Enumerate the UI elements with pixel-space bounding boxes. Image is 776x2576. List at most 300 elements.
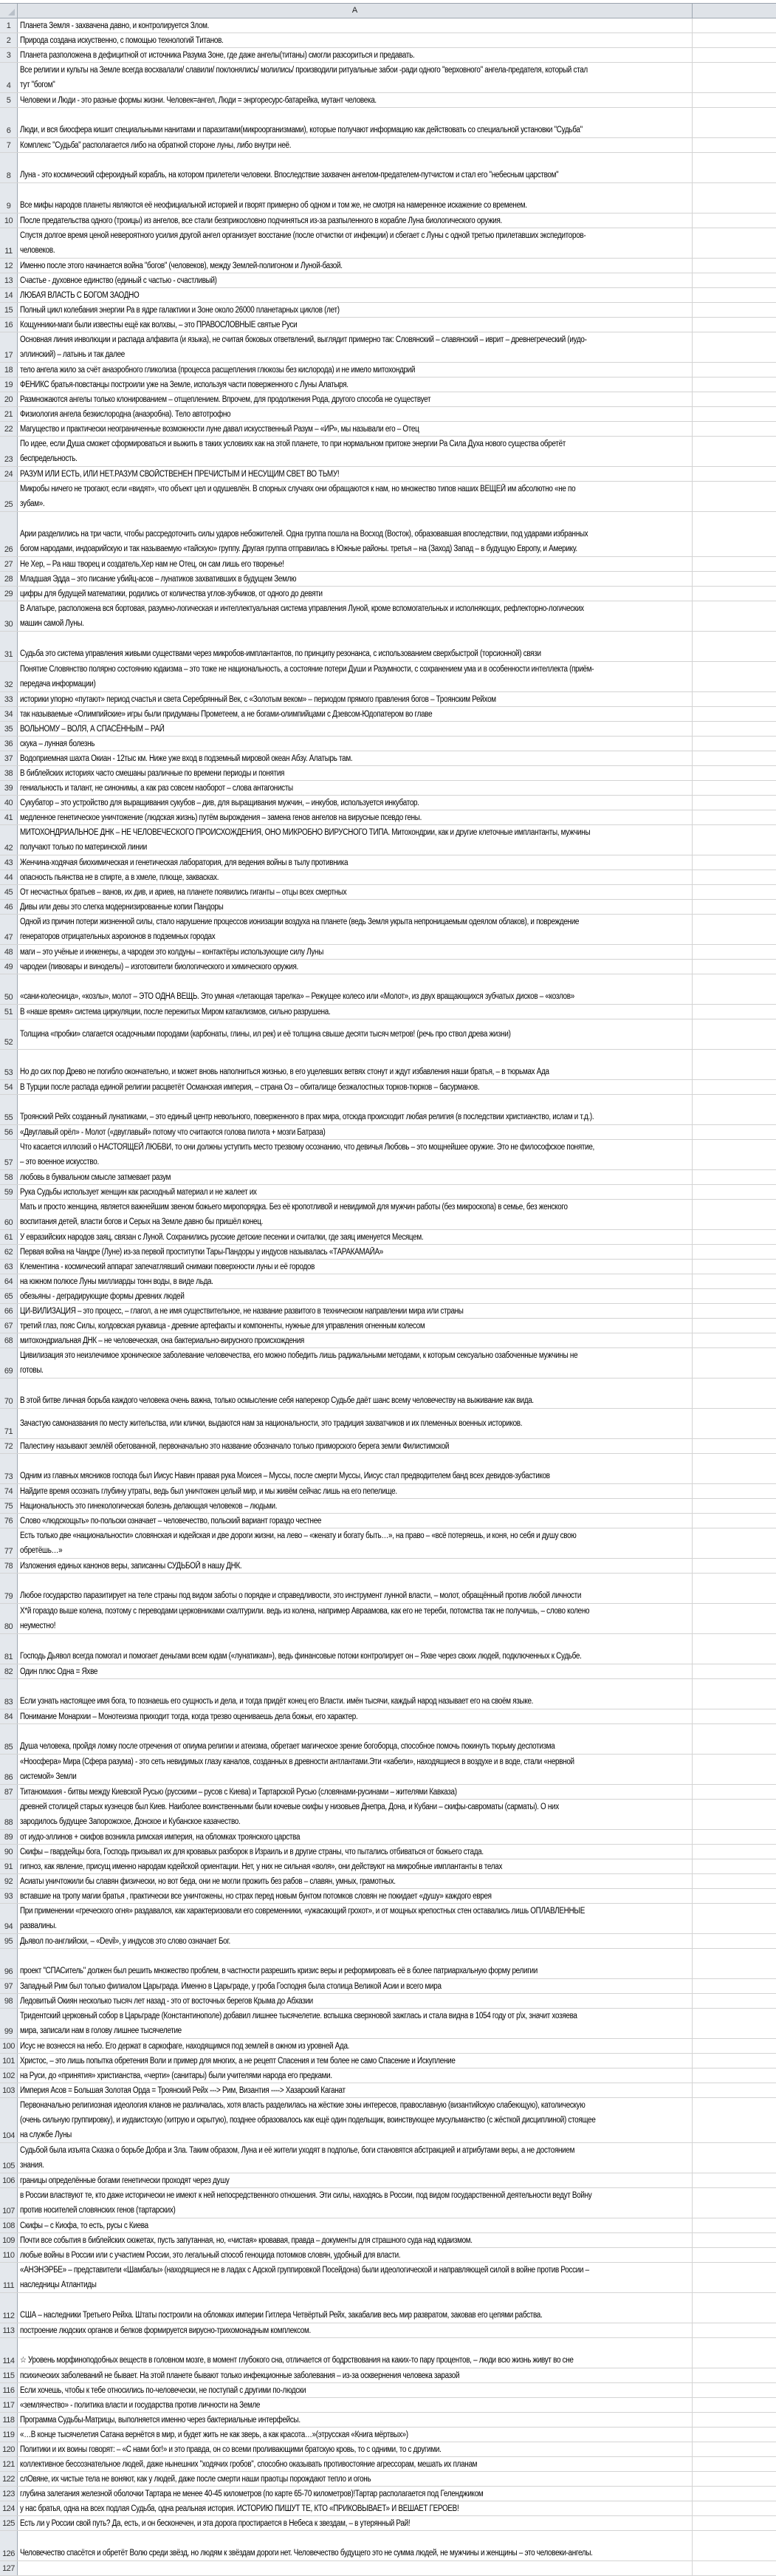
- row-header[interactable]: 15: [0, 303, 18, 317]
- cell-b[interactable]: [693, 1664, 776, 1678]
- cell-b[interactable]: [693, 2338, 776, 2368]
- cell-b[interactable]: [693, 63, 776, 92]
- row-header[interactable]: 110: [0, 2248, 18, 2262]
- cell-a[interactable]: [18, 273, 693, 287]
- cell-a[interactable]: [18, 1634, 693, 1664]
- cell-a[interactable]: [18, 63, 693, 92]
- cell-b[interactable]: [693, 1333, 776, 1347]
- cell-b[interactable]: [693, 2173, 776, 2187]
- row-header[interactable]: 49: [0, 960, 18, 974]
- cell-a[interactable]: [18, 303, 693, 317]
- column-header-b[interactable]: [693, 4, 776, 18]
- cell-a[interactable]: [18, 1200, 693, 1229]
- row-header[interactable]: 27: [0, 557, 18, 571]
- row-header[interactable]: 125: [0, 2516, 18, 2530]
- row-header[interactable]: 31: [0, 632, 18, 661]
- row-header[interactable]: 16: [0, 318, 18, 332]
- row-header[interactable]: 8: [0, 153, 18, 182]
- row-header[interactable]: 104: [0, 2098, 18, 2142]
- cell-a[interactable]: [18, 33, 693, 47]
- cell-b[interactable]: [693, 557, 776, 571]
- row-header[interactable]: 26: [0, 512, 18, 556]
- cell-a[interactable]: [18, 48, 693, 62]
- row-header[interactable]: 102: [0, 2068, 18, 2083]
- row-header[interactable]: 7: [0, 138, 18, 152]
- cell-b[interactable]: [693, 2323, 776, 2337]
- cell-b[interactable]: [693, 1604, 776, 1633]
- row-header[interactable]: 17: [0, 332, 18, 362]
- cell-b[interactable]: [693, 2561, 776, 2575]
- cell-a[interactable]: [18, 153, 693, 182]
- cell-b[interactable]: [693, 1634, 776, 1664]
- cell-b[interactable]: [693, 1454, 776, 1483]
- cell-b[interactable]: [693, 1348, 776, 1378]
- cell-a[interactable]: [18, 885, 693, 899]
- cell-a[interactable]: [18, 1604, 693, 1633]
- cell-b[interactable]: [693, 2068, 776, 2083]
- row-header[interactable]: 108: [0, 2218, 18, 2232]
- cell-b[interactable]: [693, 1679, 776, 1709]
- cell-a[interactable]: [18, 1949, 693, 1978]
- cell-b[interactable]: [693, 228, 776, 258]
- cell-b[interactable]: [693, 303, 776, 317]
- cell-b[interactable]: [693, 1845, 776, 1859]
- cell-b[interactable]: [693, 945, 776, 959]
- cell-b[interactable]: [693, 751, 776, 765]
- cell-a[interactable]: [18, 1409, 693, 1438]
- row-header[interactable]: 103: [0, 2083, 18, 2097]
- cell-a[interactable]: [18, 2413, 693, 2427]
- row-header[interactable]: 5: [0, 93, 18, 107]
- row-header[interactable]: 65: [0, 1289, 18, 1303]
- row-header[interactable]: 83: [0, 1679, 18, 1709]
- cell-b[interactable]: [693, 1439, 776, 1453]
- cell-b[interactable]: [693, 1559, 776, 1573]
- cell-a[interactable]: [18, 601, 693, 631]
- cell-a[interactable]: [18, 1785, 693, 1799]
- cell-a[interactable]: [18, 1378, 693, 1408]
- cell-a[interactable]: [18, 1185, 693, 1199]
- cell-b[interactable]: [693, 587, 776, 601]
- cell-b[interactable]: [693, 1785, 776, 1799]
- cell-b[interactable]: [693, 259, 776, 273]
- row-header[interactable]: 76: [0, 1514, 18, 1528]
- cell-b[interactable]: [693, 1949, 776, 1978]
- row-header[interactable]: 111: [0, 2263, 18, 2292]
- cell-a[interactable]: [18, 1348, 693, 1378]
- cell-a[interactable]: [18, 108, 693, 137]
- cell-a[interactable]: [18, 825, 693, 855]
- cell-a[interactable]: [18, 1095, 693, 1124]
- cell-a[interactable]: [18, 1050, 693, 1079]
- cell-a[interactable]: [18, 2323, 693, 2337]
- cell-b[interactable]: [693, 855, 776, 870]
- cell-a[interactable]: [18, 1454, 693, 1483]
- cell-b[interactable]: [693, 1274, 776, 1288]
- cell-b[interactable]: [693, 1378, 776, 1408]
- cell-b[interactable]: [693, 1755, 776, 1784]
- cell-a[interactable]: [18, 1559, 693, 1573]
- cell-a[interactable]: [18, 1845, 693, 1859]
- row-header[interactable]: 46: [0, 900, 18, 914]
- cell-a[interactable]: [18, 1755, 693, 1784]
- cell-a[interactable]: [18, 1800, 693, 1829]
- cell-b[interactable]: [693, 825, 776, 855]
- row-header[interactable]: 42: [0, 825, 18, 855]
- row-header[interactable]: 59: [0, 1185, 18, 1199]
- cell-a[interactable]: [18, 1484, 693, 1498]
- cell-a[interactable]: [18, 2233, 693, 2247]
- cell-a[interactable]: [18, 482, 693, 511]
- cell-b[interactable]: [693, 407, 776, 421]
- cell-b[interactable]: [693, 2009, 776, 2038]
- row-header[interactable]: 77: [0, 1528, 18, 1558]
- row-header[interactable]: 47: [0, 915, 18, 944]
- cell-a[interactable]: [18, 363, 693, 377]
- cell-b[interactable]: [693, 1230, 776, 1244]
- row-header[interactable]: 91: [0, 1859, 18, 1873]
- row-header[interactable]: 99: [0, 2009, 18, 2038]
- cell-b[interactable]: [693, 2083, 776, 2097]
- row-header[interactable]: 48: [0, 945, 18, 959]
- cell-a[interactable]: [18, 974, 693, 1004]
- cell-b[interactable]: [693, 512, 776, 556]
- cell-a[interactable]: [18, 512, 693, 556]
- cell-b[interactable]: [693, 2428, 776, 2442]
- row-header[interactable]: 82: [0, 1664, 18, 1678]
- cell-b[interactable]: [693, 1185, 776, 1199]
- cell-b[interactable]: [693, 1019, 776, 1049]
- cell-a[interactable]: [18, 1874, 693, 1888]
- cell-b[interactable]: [693, 1409, 776, 1438]
- cell-b[interactable]: [693, 2263, 776, 2292]
- cell-b[interactable]: [693, 632, 776, 661]
- row-header[interactable]: 45: [0, 885, 18, 899]
- cell-b[interactable]: [693, 2501, 776, 2515]
- row-header[interactable]: 30: [0, 601, 18, 631]
- row-header[interactable]: 90: [0, 1845, 18, 1859]
- row-header[interactable]: 29: [0, 587, 18, 601]
- row-header[interactable]: 24: [0, 467, 18, 481]
- row-header[interactable]: 93: [0, 1889, 18, 1903]
- cell-b[interactable]: [693, 1874, 776, 1888]
- cell-b[interactable]: [693, 1830, 776, 1844]
- cell-b[interactable]: [693, 363, 776, 377]
- cell-b[interactable]: [693, 1934, 776, 1948]
- cell-b[interactable]: [693, 1499, 776, 1513]
- row-header[interactable]: 34: [0, 707, 18, 721]
- row-header[interactable]: 36: [0, 737, 18, 751]
- cell-a[interactable]: [18, 1125, 693, 1139]
- cell-a[interactable]: [18, 900, 693, 914]
- cell-b[interactable]: [693, 1484, 776, 1498]
- row-header[interactable]: 116: [0, 2383, 18, 2397]
- cell-b[interactable]: [693, 332, 776, 362]
- cell-a[interactable]: [18, 2263, 693, 2292]
- cell-b[interactable]: [693, 1994, 776, 2008]
- cell-a[interactable]: [18, 2083, 693, 2097]
- cell-b[interactable]: [693, 93, 776, 107]
- row-header[interactable]: 38: [0, 766, 18, 780]
- cell-a[interactable]: [18, 407, 693, 421]
- cell-a[interactable]: [18, 2218, 693, 2232]
- cell-a[interactable]: [18, 288, 693, 302]
- row-header[interactable]: 37: [0, 751, 18, 765]
- cell-a[interactable]: [18, 737, 693, 751]
- row-header[interactable]: 71: [0, 1409, 18, 1438]
- cell-a[interactable]: [18, 1289, 693, 1303]
- cell-b[interactable]: [693, 213, 776, 228]
- row-header[interactable]: 33: [0, 692, 18, 706]
- cell-b[interactable]: [693, 1005, 776, 1019]
- cell-b[interactable]: [693, 1514, 776, 1528]
- cell-a[interactable]: [18, 2442, 693, 2456]
- row-header[interactable]: 79: [0, 1574, 18, 1603]
- row-header[interactable]: 60: [0, 1200, 18, 1229]
- cell-a[interactable]: [18, 1319, 693, 1333]
- cell-b[interactable]: [693, 1904, 776, 1933]
- cell-a[interactable]: [18, 1679, 693, 1709]
- cell-a[interactable]: [18, 1274, 693, 1288]
- cell-a[interactable]: [18, 2068, 693, 2083]
- cell-b[interactable]: [693, 2293, 776, 2323]
- cell-a[interactable]: [18, 1019, 693, 1049]
- cell-b[interactable]: [693, 318, 776, 332]
- row-header[interactable]: 92: [0, 1874, 18, 1888]
- cell-b[interactable]: [693, 2442, 776, 2456]
- cell-a[interactable]: [18, 1709, 693, 1723]
- row-header[interactable]: 2: [0, 33, 18, 47]
- cell-b[interactable]: [693, 870, 776, 884]
- row-header[interactable]: 121: [0, 2457, 18, 2471]
- cell-b[interactable]: [693, 1574, 776, 1603]
- row-header[interactable]: 41: [0, 810, 18, 824]
- row-header[interactable]: 10: [0, 213, 18, 228]
- cell-a[interactable]: [18, 572, 693, 586]
- row-header[interactable]: 97: [0, 1979, 18, 1993]
- cell-a[interactable]: [18, 810, 693, 824]
- cell-a[interactable]: [18, 2531, 693, 2560]
- cell-a[interactable]: [18, 228, 693, 258]
- row-header[interactable]: 112: [0, 2293, 18, 2323]
- cell-a[interactable]: [18, 2098, 693, 2142]
- row-header[interactable]: 68: [0, 1333, 18, 1347]
- cell-a[interactable]: [18, 138, 693, 152]
- cell-b[interactable]: [693, 601, 776, 631]
- cell-b[interactable]: [693, 2368, 776, 2382]
- cell-b[interactable]: [693, 1125, 776, 1139]
- select-all-button[interactable]: [0, 4, 18, 18]
- cell-a[interactable]: [18, 1260, 693, 1274]
- cell-a[interactable]: [18, 2173, 693, 2187]
- cell-a[interactable]: [18, 1934, 693, 1948]
- cell-b[interactable]: [693, 18, 776, 33]
- cell-a[interactable]: [18, 915, 693, 944]
- cell-a[interactable]: [18, 2293, 693, 2323]
- cell-b[interactable]: [693, 153, 776, 182]
- row-header[interactable]: 113: [0, 2323, 18, 2337]
- row-header[interactable]: 123: [0, 2487, 18, 2501]
- row-header[interactable]: 120: [0, 2442, 18, 2456]
- cell-a[interactable]: [18, 259, 693, 273]
- cell-a[interactable]: [18, 1080, 693, 1094]
- cell-a[interactable]: [18, 1439, 693, 1453]
- row-header[interactable]: 12: [0, 259, 18, 273]
- cell-a[interactable]: [18, 1514, 693, 1528]
- row-header[interactable]: 43: [0, 855, 18, 870]
- row-header[interactable]: 69: [0, 1348, 18, 1378]
- cell-b[interactable]: [693, 33, 776, 47]
- row-header[interactable]: 22: [0, 422, 18, 436]
- cell-b[interactable]: [693, 183, 776, 213]
- row-header[interactable]: 118: [0, 2413, 18, 2427]
- row-header[interactable]: 88: [0, 1800, 18, 1829]
- row-header[interactable]: 3: [0, 48, 18, 62]
- row-header[interactable]: 100: [0, 2039, 18, 2053]
- row-header[interactable]: 87: [0, 1785, 18, 1799]
- cell-a[interactable]: [18, 2143, 693, 2173]
- row-header[interactable]: 105: [0, 2143, 18, 2173]
- cell-b[interactable]: [693, 2039, 776, 2053]
- cell-b[interactable]: [693, 885, 776, 899]
- row-header[interactable]: 39: [0, 781, 18, 795]
- cell-a[interactable]: [18, 2501, 693, 2515]
- cell-b[interactable]: [693, 1260, 776, 1274]
- cell-a[interactable]: [18, 1904, 693, 1933]
- row-header[interactable]: 98: [0, 1994, 18, 2008]
- cell-b[interactable]: [693, 377, 776, 392]
- cell-b[interactable]: [693, 1979, 776, 1993]
- cell-a[interactable]: [18, 2338, 693, 2368]
- row-header[interactable]: 23: [0, 437, 18, 466]
- cell-a[interactable]: [18, 2516, 693, 2530]
- row-header[interactable]: 50: [0, 974, 18, 1004]
- row-header[interactable]: 84: [0, 1709, 18, 1723]
- cell-b[interactable]: [693, 781, 776, 795]
- cell-b[interactable]: [693, 1889, 776, 1903]
- row-header[interactable]: 20: [0, 392, 18, 406]
- row-header[interactable]: 122: [0, 2472, 18, 2486]
- cell-b[interactable]: [693, 138, 776, 152]
- row-header[interactable]: 96: [0, 1949, 18, 1978]
- cell-a[interactable]: [18, 2368, 693, 2382]
- cell-b[interactable]: [693, 915, 776, 944]
- cell-b[interactable]: [693, 482, 776, 511]
- cell-a[interactable]: [18, 781, 693, 795]
- cell-b[interactable]: [693, 572, 776, 586]
- row-header[interactable]: 66: [0, 1304, 18, 1318]
- row-header[interactable]: 53: [0, 1050, 18, 1079]
- cell-a[interactable]: [18, 2039, 693, 2053]
- cell-b[interactable]: [693, 273, 776, 287]
- cell-a[interactable]: [18, 1979, 693, 1993]
- cell-b[interactable]: [693, 737, 776, 751]
- row-header[interactable]: 51: [0, 1005, 18, 1019]
- cell-a[interactable]: [18, 18, 693, 33]
- row-header[interactable]: 70: [0, 1378, 18, 1408]
- cell-a[interactable]: [18, 1230, 693, 1244]
- cell-b[interactable]: [693, 1724, 776, 1754]
- cell-b[interactable]: [693, 288, 776, 302]
- cell-b[interactable]: [693, 1170, 776, 1184]
- cell-a[interactable]: [18, 707, 693, 721]
- cell-a[interactable]: [18, 632, 693, 661]
- cell-b[interactable]: [693, 467, 776, 481]
- cell-a[interactable]: [18, 1005, 693, 1019]
- row-header[interactable]: 106: [0, 2173, 18, 2187]
- row-header[interactable]: 58: [0, 1170, 18, 1184]
- row-header[interactable]: 63: [0, 1260, 18, 1274]
- cell-a[interactable]: [18, 213, 693, 228]
- cell-a[interactable]: [18, 945, 693, 959]
- cell-b[interactable]: [693, 722, 776, 736]
- row-header[interactable]: 126: [0, 2531, 18, 2560]
- cell-a[interactable]: [18, 1830, 693, 1844]
- cell-a[interactable]: [18, 93, 693, 107]
- cell-b[interactable]: [693, 2188, 776, 2218]
- cell-b[interactable]: [693, 2516, 776, 2530]
- row-header[interactable]: 95: [0, 1934, 18, 1948]
- cell-a[interactable]: [18, 2383, 693, 2397]
- row-header[interactable]: 25: [0, 482, 18, 511]
- cell-a[interactable]: [18, 751, 693, 765]
- cell-b[interactable]: [693, 2531, 776, 2560]
- cell-a[interactable]: [18, 1528, 693, 1558]
- row-header[interactable]: 28: [0, 572, 18, 586]
- cell-a[interactable]: [18, 1859, 693, 1873]
- cell-a[interactable]: [18, 437, 693, 466]
- cell-a[interactable]: [18, 392, 693, 406]
- cell-b[interactable]: [693, 2054, 776, 2068]
- cell-b[interactable]: [693, 692, 776, 706]
- cell-b[interactable]: [693, 2398, 776, 2412]
- row-header[interactable]: 44: [0, 870, 18, 884]
- row-header[interactable]: 119: [0, 2428, 18, 2442]
- row-header[interactable]: 52: [0, 1019, 18, 1049]
- cell-a[interactable]: [18, 2009, 693, 2038]
- cell-b[interactable]: [693, 2143, 776, 2173]
- row-header[interactable]: 73: [0, 1454, 18, 1483]
- cell-a[interactable]: [18, 2188, 693, 2218]
- cell-a[interactable]: [18, 1333, 693, 1347]
- cell-b[interactable]: [693, 2218, 776, 2232]
- cell-a[interactable]: [18, 318, 693, 332]
- row-header[interactable]: 32: [0, 662, 18, 691]
- cell-a[interactable]: [18, 1574, 693, 1603]
- row-header[interactable]: 4: [0, 63, 18, 92]
- cell-b[interactable]: [693, 2233, 776, 2247]
- row-header[interactable]: 54: [0, 1080, 18, 1094]
- cell-a[interactable]: [18, 960, 693, 974]
- row-header[interactable]: 57: [0, 1140, 18, 1169]
- cell-a[interactable]: [18, 662, 693, 691]
- cell-b[interactable]: [693, 422, 776, 436]
- cell-b[interactable]: [693, 796, 776, 810]
- cell-b[interactable]: [693, 1800, 776, 1829]
- cell-b[interactable]: [693, 1245, 776, 1259]
- row-header[interactable]: 78: [0, 1559, 18, 1573]
- cell-a[interactable]: [18, 2457, 693, 2471]
- cell-a[interactable]: [18, 796, 693, 810]
- cell-b[interactable]: [693, 48, 776, 62]
- row-header[interactable]: 109: [0, 2233, 18, 2247]
- row-header[interactable]: 40: [0, 796, 18, 810]
- row-header[interactable]: 61: [0, 1230, 18, 1244]
- cell-a[interactable]: [18, 1664, 693, 1678]
- cell-b[interactable]: [693, 1140, 776, 1169]
- cell-b[interactable]: [693, 766, 776, 780]
- cell-a[interactable]: [18, 1994, 693, 2008]
